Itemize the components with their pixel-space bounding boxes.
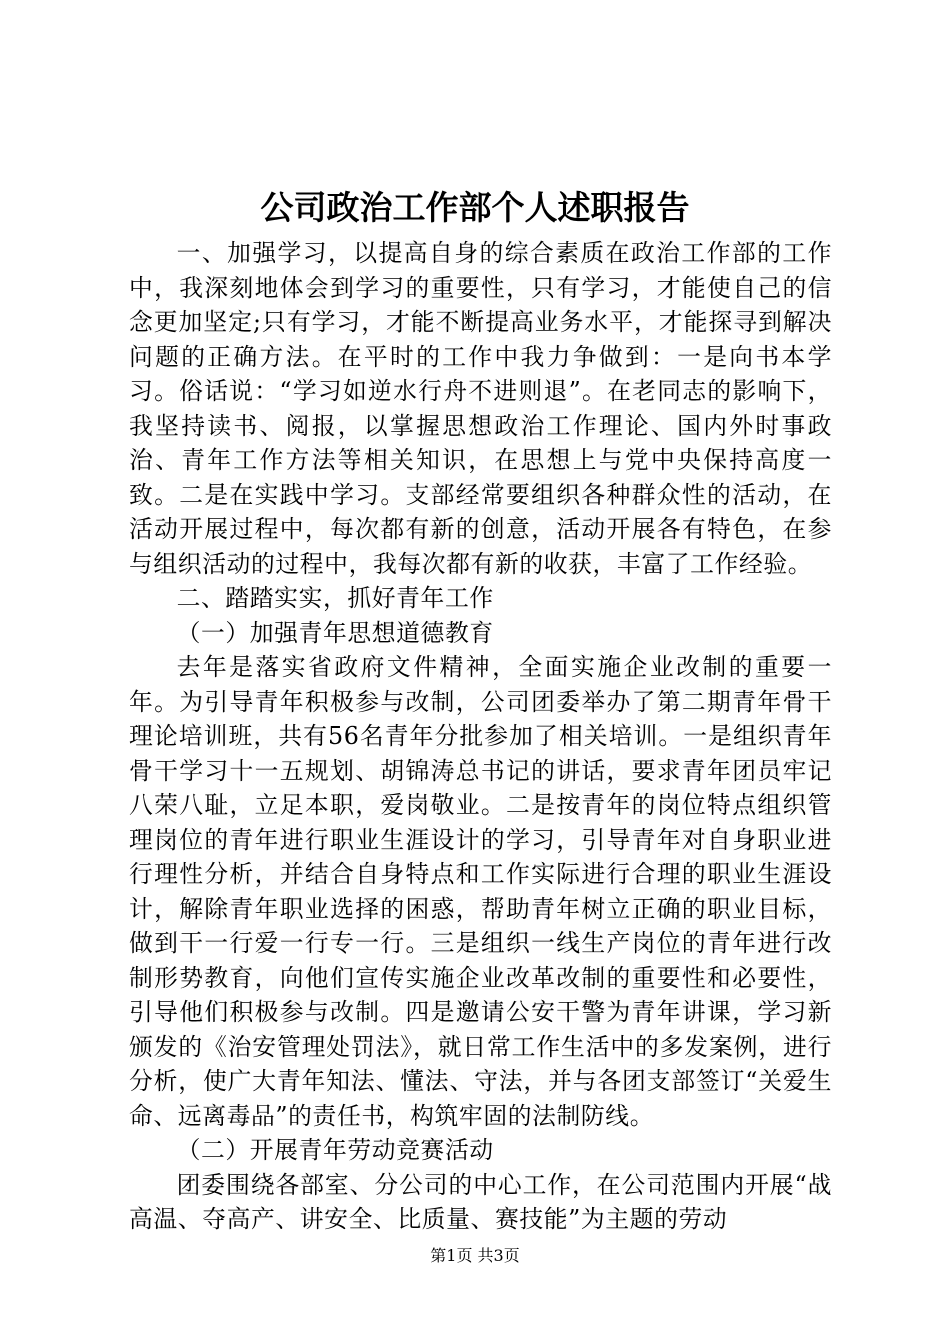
paragraph-study: 一、加强学习，以提高自身的综合素质在政治工作部的工作中，我深刻地体会到学习的重要性，只有学习，才能使自己的信念更加坚定;只有学习，才能不断提高业务水平，才能探寻到解决问题的正确方法。在平时的工作中我力争做到：一是向书本学习。俗话说：“学习如逆水行舟不进则退”。在老同志的影响下，我坚持读书、阅报，以掌握思想政治工作理论、国内外时事政治、青年工作方法等相关知识，在思想上与党中央保持高度一致。二是在实践中学习。支部经常要组织各种群众性的活动，在活动开展过程中，每次都有新的创意，活动开展各有特色，在参与组织活动的过程中，我每次都有新的收获，丰富了工作经验。 [129, 239, 832, 578]
paragraph-labor-competition: 团委围绕各部室、分公司的中心工作，在公司范围内开展“战高温、夺高产、讲安全、比质量、赛技能”为主题的劳动 [129, 1170, 832, 1233]
section-heading-youth-work: 二、踏踏实实，抓好青年工作 [176, 584, 494, 612]
paragraph-moral-education: 去年是落实省政府文件精神，全面实施企业改制的重要一年。为引导青年积极参与改制，公司团委举办了第二期青年骨干理论培训班，共有56名青年分批参加了相关培训。一是组织青年骨干学习十一五规划、胡锦涛总书记的讲话，要求青年团员牢记八荣八耻，立足本职，爱岗敬业。二是按青年的岗位特点组织管理岗位的青年进行职业生涯设计的学习，引导青年对自身职业进行理性分析，并结合自身特点和工作实际进行合理的职业生涯设计，解除青年职业选择的困惑，帮助青年树立正确的职业目标，做到干一行爱一行专一行。三是组织一线生产岗位的青年进行改制形势教育，向他们宣传实施企业改革改制的重要性和必要性，引导他们积极参与改制。四是邀请公安干警为青年讲课，学习新颁发的《治安管理处罚法》，就日常工作生活中的多发案例，进行分析，使广大青年知法、懂法、守法，并与各团支部签订“关爱生命、远离毒品”的责任书，构筑牢固的法制防线。 [129, 653, 832, 1130]
document-body [129, 236, 832, 1237]
subsection-heading-moral-education: （一）加强青年思想道德教育 [176, 618, 494, 647]
subsection-heading-labor-competition: （二）开展青年劳动竞赛活动 [176, 1136, 494, 1164]
document-title: 公司政治工作部个人述职报告 [260, 188, 690, 227]
page-number-footer: 第1页 共3页 [430, 1246, 520, 1265]
